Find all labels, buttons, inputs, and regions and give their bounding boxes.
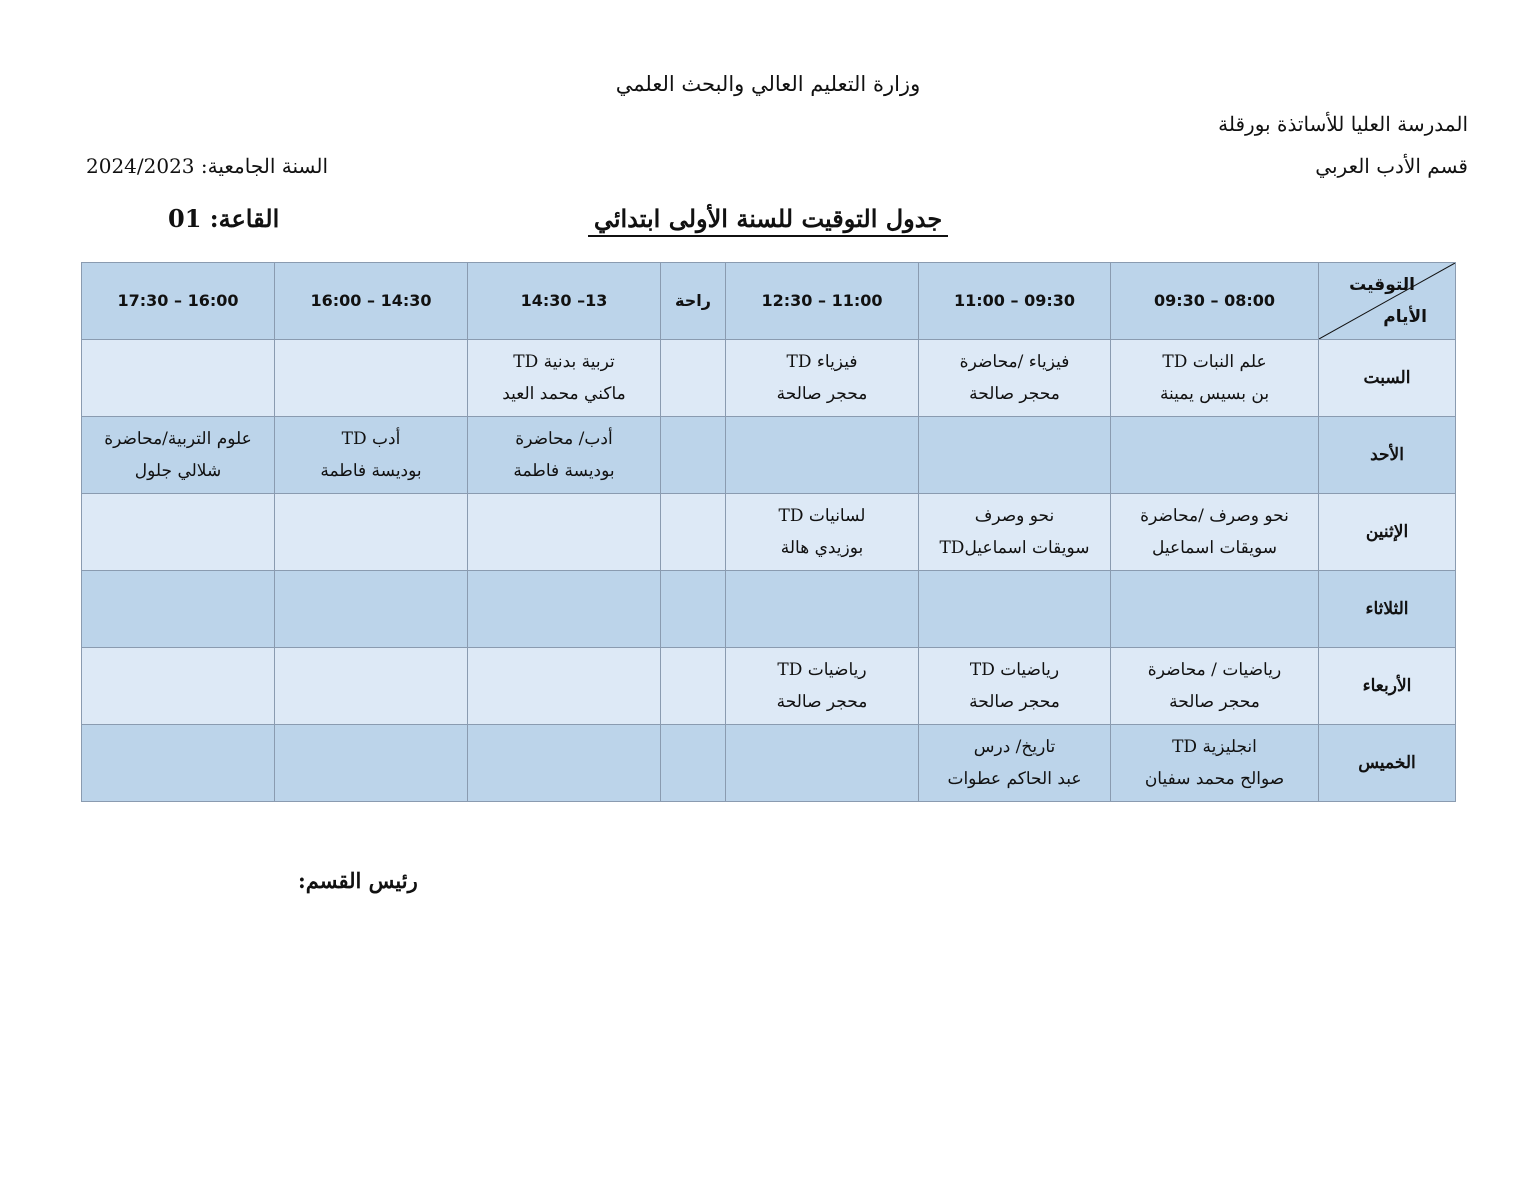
- teacher-name: بوديسة فاطمة: [513, 461, 615, 481]
- table-row: [82, 417, 1456, 494]
- course-name: تربية بدنية TD: [513, 352, 615, 372]
- table-row: [82, 494, 1456, 571]
- school-name: المدرسة العليا للأساتذة بورقلة: [1218, 112, 1468, 136]
- schedule-cell: [919, 725, 1111, 802]
- day-cell: الثلاثاء: [1319, 571, 1456, 648]
- schedule-cell: [726, 494, 919, 571]
- teacher-name: سويقات اسماعيلTD: [939, 538, 1090, 558]
- schedule-cell: [468, 725, 661, 802]
- corner-days-label: الأيام: [1383, 307, 1427, 327]
- schedule-cell: [1111, 725, 1319, 802]
- teacher-name: بوزيدي هالة: [780, 538, 864, 558]
- schedule-cell: [468, 571, 661, 648]
- schedule-cell: [919, 417, 1111, 494]
- teacher-name: شلالي جلول: [134, 461, 222, 481]
- room-label: القاعة: 01: [168, 204, 280, 233]
- timetable-body: [82, 340, 1456, 802]
- schedule-cell: [82, 571, 275, 648]
- day-cell: الإثنين: [1319, 494, 1456, 571]
- schedule-cell: [726, 725, 919, 802]
- schedule-cell: [919, 340, 1111, 417]
- academic-year: السنة الجامعية: 2024/2023: [86, 154, 329, 178]
- teacher-name: محجر صالحة: [969, 692, 1060, 712]
- schedule-cell: [726, 648, 919, 725]
- schedule-cell: [661, 494, 726, 571]
- schedule-cell: [275, 340, 468, 417]
- course-name: انجليزية TD: [1172, 737, 1257, 757]
- schedule-cell: [82, 648, 275, 725]
- day-cell: السبت: [1319, 340, 1456, 417]
- schedule-cell: [726, 571, 919, 648]
- course-name: رياضيات / محاضرة: [1147, 660, 1282, 680]
- schedule-cell: [82, 725, 275, 802]
- schedule-cell: [726, 340, 919, 417]
- schedule-cell: [919, 571, 1111, 648]
- teacher-name: محجر صالحة: [776, 692, 868, 712]
- course-name: فيزياء TD: [786, 352, 858, 372]
- schedule-cell: [661, 571, 726, 648]
- day-cell: الأربعاء: [1319, 648, 1456, 725]
- schedule-cell: [726, 417, 919, 494]
- schedule-cell: [82, 340, 275, 417]
- schedule-cell: [1111, 417, 1319, 494]
- ministry-title: وزارة التعليم العالي والبحث العلمي: [615, 72, 921, 96]
- schedule-cell: [1111, 648, 1319, 725]
- schedule-cell: [919, 648, 1111, 725]
- course-name: علوم التربية/محاضرة: [104, 429, 252, 449]
- schedule-cell: [82, 417, 275, 494]
- schedule-cell: [1111, 571, 1319, 648]
- column-header-break: راحة: [661, 263, 726, 340]
- course-name: تاريخ/ درس: [973, 737, 1056, 757]
- course-name: علم النبات TD: [1162, 352, 1267, 372]
- course-name: أدب/ محاضرة: [515, 429, 613, 449]
- schedule-cell: [1111, 340, 1319, 417]
- day-cell: الأحد: [1319, 417, 1456, 494]
- schedule-cell: [82, 494, 275, 571]
- schedule-cell: [275, 494, 468, 571]
- schedule-cell: [468, 340, 661, 417]
- column-header: 09:30 – 11:00: [919, 263, 1111, 340]
- table-row: [82, 340, 1456, 417]
- teacher-name: ماكني محمد العيد: [502, 384, 626, 404]
- schedule-cell: [468, 417, 661, 494]
- table-row: [82, 725, 1456, 802]
- teacher-name: صوالح محمد سفيان: [1144, 769, 1285, 789]
- column-header: 08:00 – 09:30: [1111, 263, 1319, 340]
- day-cell: الخميس: [1319, 725, 1456, 802]
- schedule-cell: [1111, 494, 1319, 571]
- timetable-title: جدول التوقيت للسنة الأولى ابتدائي: [588, 204, 948, 237]
- teacher-name: سويقات اسماعيل: [1151, 538, 1278, 558]
- teacher-name: محجر صالحة: [776, 384, 868, 404]
- header-row: [82, 263, 1456, 340]
- schedule-cell: [661, 648, 726, 725]
- head-of-department-signature: رئيس القسم:: [298, 868, 418, 893]
- schedule-cell: [275, 648, 468, 725]
- schedule-cell: [275, 725, 468, 802]
- column-header: 16:00 – 17:30: [82, 263, 275, 340]
- teacher-name: محجر صالحة: [1169, 692, 1260, 712]
- course-name: نحو وصرف /محاضرة: [1140, 506, 1289, 526]
- teacher-name: محجر صالحة: [969, 384, 1060, 404]
- course-name: رياضيات TD: [777, 660, 867, 680]
- course-name: رياضيات TD: [969, 660, 1060, 680]
- course-name: فيزياء /محاضرة: [959, 352, 1070, 372]
- teacher-name: عبد الحاكم عطوات: [947, 769, 1082, 789]
- column-header: 13– 14:30: [468, 263, 661, 340]
- schedule-cell: [275, 417, 468, 494]
- corner-time-label: التوقيت: [1349, 275, 1415, 295]
- schedule-cell: [919, 494, 1111, 571]
- column-header: 11:00 – 12:30: [726, 263, 919, 340]
- schedule-cell: [275, 571, 468, 648]
- course-name: نحو وصرف: [974, 506, 1055, 526]
- table-row: [82, 648, 1456, 725]
- schedule-cell: [661, 417, 726, 494]
- column-header: 14:30 – 16:00: [275, 263, 468, 340]
- teacher-name: بن بسيس يمينة: [1159, 384, 1270, 404]
- department-name: قسم الأدب العربي: [1315, 154, 1468, 178]
- table-row: [82, 571, 1456, 648]
- course-name: لسانيات TD: [778, 506, 866, 526]
- teacher-name: بوديسة فاطمة: [320, 461, 422, 481]
- corner-cell: [1319, 263, 1456, 340]
- schedule-cell: [468, 648, 661, 725]
- course-name: أدب TD: [341, 429, 401, 449]
- schedule-cell: [661, 340, 726, 417]
- schedule-cell: [468, 494, 661, 571]
- timetable: [81, 262, 1456, 802]
- schedule-cell: [661, 725, 726, 802]
